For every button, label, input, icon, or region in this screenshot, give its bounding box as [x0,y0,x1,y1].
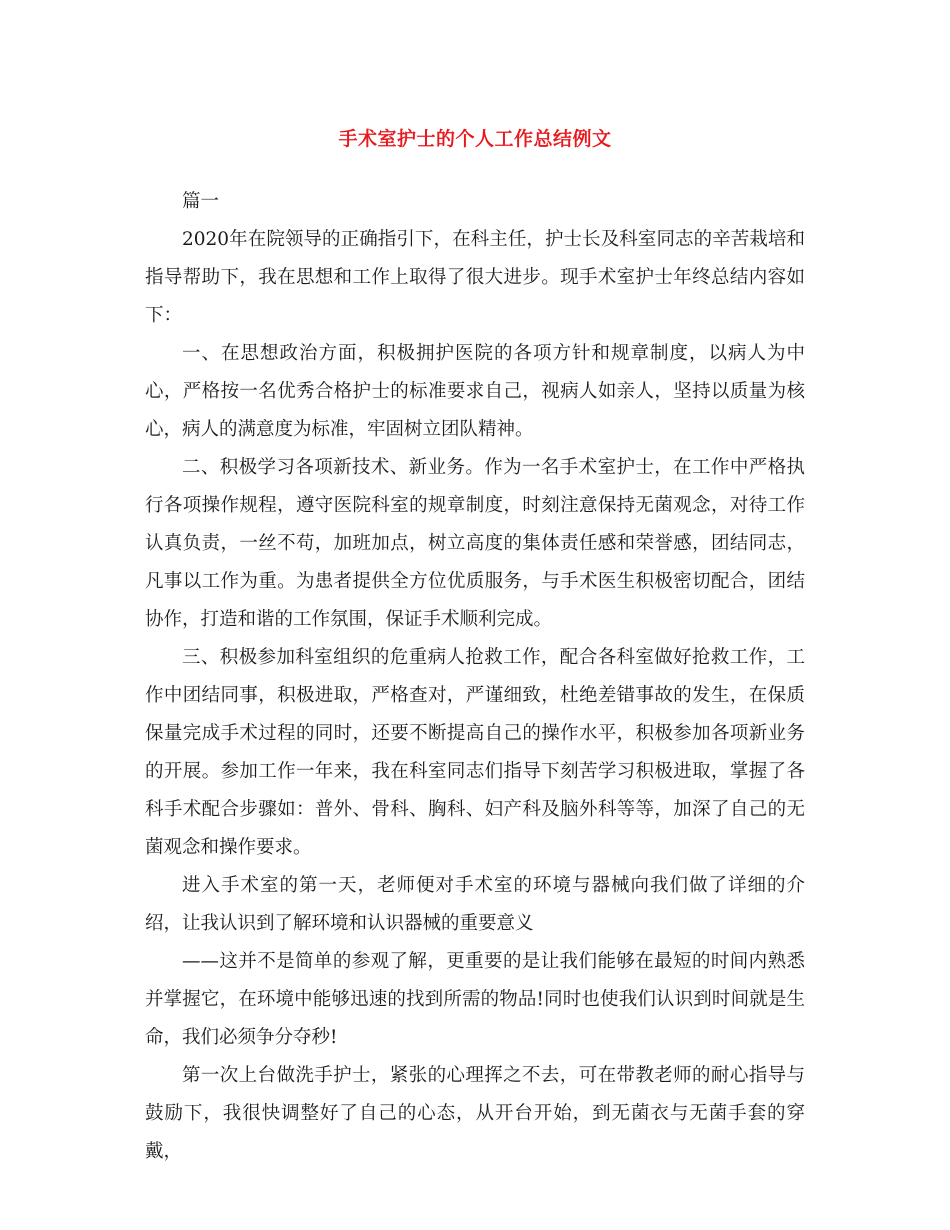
document-title: 手术室护士的个人工作总结例文 [338,128,612,150]
paragraph-item-1: 一、在思想政治方面，积极拥护医院的各项方针和规章制度，以病人为中心，严格按一名优秀合格护士的标准要求自己，视病人如亲人，坚持以质量为核心，病人的满意度为标准，牢固树立团队精神。 [145,343,805,440]
paragraph-item-3: 三、积极参加科室组织的危重病人抢救工作，配合各科室做好抢救工作，工作中团结同事，积极进取，严格查对，严谨细致，杜绝差错事故的发生，在保质保量完成手术过程的同时，还要不断提高自己的操作水平，积极参加各项新业务的开展。参加工作一年来，我在科室同志们指导下刻苦学习积极进取，掌握了各科手术配合步骤如：普外、骨科、胸科、妇产科及脑外科等等，加深了自己的无菌观念和操作要求。 [145,647,805,858]
paragraph-first-surgery: 第一次上台做洗手护士，紧张的心理挥之不去，可在带教老师的耐心指导与鼓励下，我很快调整好了自己的心态，从开台开始，到无菌衣与无菌手套的穿戴， [145,1065,805,1162]
paragraph-first-day: 进入手术室的第一天，老师便对手术室的环境与器械向我们做了详细的介绍，让我认识到了解环境和认识器械的重要意义 [145,875,805,934]
paragraph-item-2: 二、积极学习各项新技术、新业务。作为一名手术室护士，在工作中严格执行各项操作规程，遵守医院科室的规章制度，时刻注意保持无菌观念，对待工作认真负责，一丝不苟，加班加点，树立高度的集体责任感和荣誉感，团结同志，凡事以工作为重。为患者提供全方位优质服务，与手术医生积极密切配合，团结协作，打造和谐的工作氛围，保证手术顺利完成。 [145,457,805,630]
section-heading: 篇一 [182,191,220,212]
paragraph-dash-note: ——这并不是简单的参观了解，更重要的是让我们能够在最短的时间内熟悉并掌握它，在环境中能够迅速的找到所需的物品!同时也使我们认识到时间就是生命，我们必须争分夺秒! [145,951,805,1048]
document-body [145,183,805,1171]
paragraph-intro: 2020年在院领导的正确指引下，在科主任，护士长及科室同志的辛苦栽培和指导帮助下，我在思想和工作上取得了很大进步。现手术室护士年终总结内容如下： [145,229,805,326]
